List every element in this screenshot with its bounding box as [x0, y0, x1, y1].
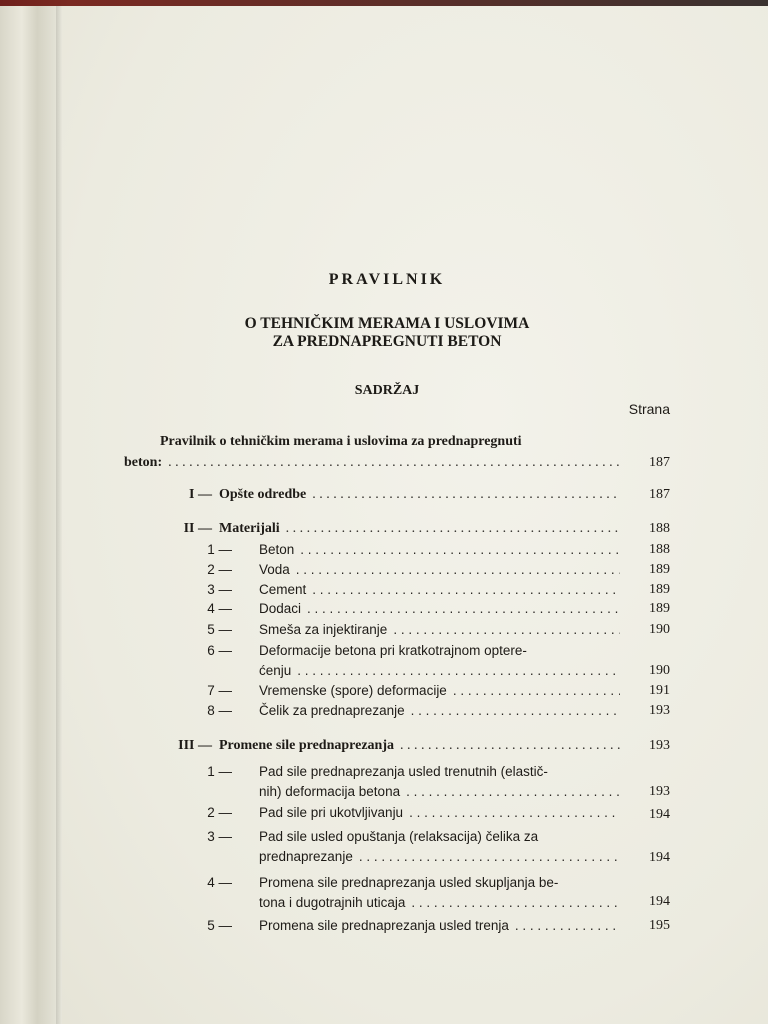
toc-leader-dots [312, 580, 620, 600]
toc-section-3-title: Promene sile prednaprezanja [219, 738, 394, 753]
toc-item-text: Čelik za prednaprezanje [259, 703, 405, 718]
toc-leader-dots [168, 453, 620, 473]
toc-item-page: 189 [649, 601, 670, 616]
toc-item-smesa [259, 620, 620, 640]
toc-item-number: 3 — [207, 829, 232, 844]
toc-section-2 [219, 519, 620, 539]
document-title: PRAVILNIK [328, 271, 446, 288]
toc-item-page: 193 [649, 703, 670, 718]
toc-item-number: 7 — [207, 683, 232, 698]
toc-item-number: 5 — [207, 918, 232, 933]
toc-leader-dots [300, 540, 620, 560]
toc-leader-dots [393, 620, 620, 640]
toc-item-deformacije [259, 661, 620, 681]
toc-item-number: 2 — [207, 805, 232, 820]
toc-item-text: Vremenske (spore) deformacije [259, 683, 447, 698]
toc-item-text: Pad sile pri ukotvljivanju [259, 805, 404, 820]
toc-leader-dots [297, 661, 620, 681]
contents-heading: SADRŽAJ [354, 383, 420, 398]
document-subtitle-line-1: O TEHNIČKIM MERAMA I USLOVIMA [244, 315, 530, 332]
toc-item-text: Pad sile prednaprezanja usled trenutnih (elastič- [259, 764, 548, 779]
toc-leader-dots [307, 599, 620, 619]
toc-leader-dots [406, 782, 620, 802]
toc-intro-page: 187 [649, 455, 670, 470]
toc-leader-dots [312, 485, 620, 505]
toc-item-pad-trenutnih [259, 782, 620, 802]
toc-leader-dots [296, 560, 620, 580]
toc-item-text: Dodaci [259, 601, 302, 616]
toc-item-text: ćenju [259, 663, 292, 678]
toc-item-text: prednaprezanje [259, 849, 353, 864]
toc-leader-dots [286, 519, 620, 539]
toc-section-1 [219, 485, 620, 505]
toc-item-ukotvljivanje [259, 803, 620, 823]
toc-item-relaksacija [259, 847, 620, 867]
toc-item-text: Promena sile prednaprezanja usled trenja [259, 918, 509, 933]
toc-item-page: 189 [649, 562, 670, 577]
toc-item-trenje [259, 916, 620, 936]
toc-item-page: 194 [649, 850, 670, 865]
toc-item-celik [259, 701, 620, 721]
toc-item-text: Smeša za injektiranje [259, 622, 388, 637]
toc-intro-line-2 [124, 453, 620, 473]
toc-item-voda [259, 560, 620, 580]
toc-section-1-title: Opšte odredbe [219, 487, 307, 502]
toc-item-text: Promena sile prednaprezanja usled skupljanja be- [259, 875, 559, 890]
toc-item-page: 190 [649, 663, 670, 678]
document-subtitle-line-2: ZA PREDNAPREGNUTI BETON [272, 333, 502, 350]
toc-item-page: 191 [649, 683, 670, 698]
toc-item-text: tona i dugotrajnih uticaja [259, 895, 406, 910]
toc-item-skupljanje [259, 893, 620, 913]
toc-item-dodaci [259, 599, 620, 619]
toc-item-text: Pad sile usled opuštanja (relaksacija) čelika za [259, 829, 539, 844]
toc-item-vremenske [259, 681, 620, 701]
toc-item-page: 193 [649, 784, 670, 799]
toc-item-beton [259, 540, 620, 560]
toc-item-number: 1 — [207, 764, 232, 779]
toc-item-number: 6 — [207, 643, 232, 658]
toc-leader-dots [411, 893, 620, 913]
toc-item-number: 5 — [207, 622, 232, 637]
toc-item-text: Cement [259, 582, 307, 597]
toc-item-number: 4 — [207, 601, 232, 616]
toc-intro-line-1: Pravilnik o tehničkim merama i uslovima za prednapregnuti [160, 434, 522, 449]
toc-item-text: Beton [259, 542, 295, 557]
toc-section-2-number: II — [183, 521, 212, 536]
page-column-label: Strana [628, 401, 670, 417]
toc-item-number: 2 — [207, 562, 232, 577]
toc-item-page: 195 [649, 918, 670, 933]
toc-section-1-number: I — [189, 487, 212, 502]
toc-item-number: 8 — [207, 703, 232, 718]
toc-item-number: 3 — [207, 582, 232, 597]
toc-leader-dots [409, 803, 620, 823]
toc-item-text: Voda [259, 562, 290, 577]
toc-item-page: 194 [649, 807, 670, 822]
toc-intro-line-2-text: beton: [124, 455, 163, 470]
toc-section-1-page: 187 [649, 487, 670, 502]
toc-item-text: nih) deformacija betona [259, 784, 401, 799]
toc-section-2-page: 188 [649, 521, 670, 536]
toc-item-page: 190 [649, 622, 670, 637]
toc-item-number: 4 — [207, 875, 232, 890]
toc-section-3-page: 193 [649, 738, 670, 753]
toc-item-page: 194 [649, 894, 670, 909]
toc-item-page: 188 [649, 542, 670, 557]
toc-leader-dots [411, 701, 620, 721]
toc-leader-dots [453, 681, 620, 701]
toc-section-3 [219, 736, 620, 756]
toc-item-text: Deformacije betona pri kratkotrajnom optere- [259, 643, 527, 658]
toc-section-2-title: Materijali [219, 521, 280, 536]
toc-item-number: 1 — [207, 542, 232, 557]
toc-leader-dots [515, 916, 620, 936]
toc-leader-dots [400, 736, 620, 756]
toc-leader-dots [359, 847, 620, 867]
toc-section-3-number: III — [178, 738, 212, 753]
toc-item-page: 189 [649, 582, 670, 597]
toc-item-cement [259, 580, 620, 600]
